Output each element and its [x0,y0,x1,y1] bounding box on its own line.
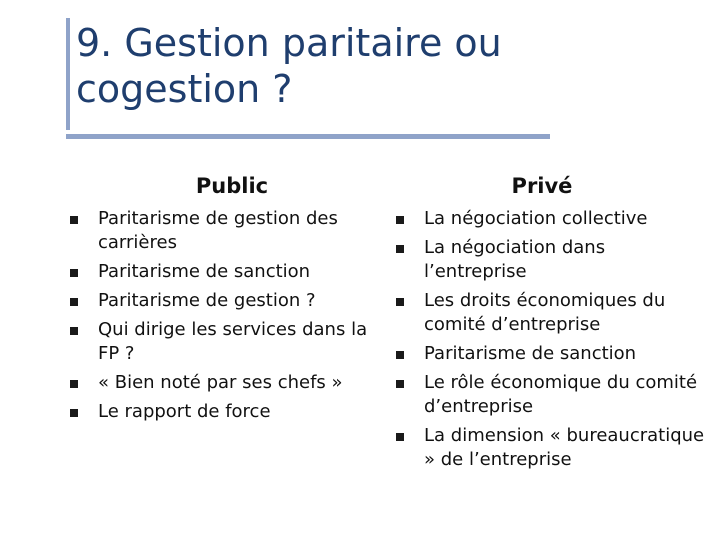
list-item-text: Paritarisme de sanction [98,261,311,282]
square-bullet-icon [396,380,404,388]
list-item [70,400,370,424]
list-item-text: Les droits économiques du comité d’entreprise [424,290,666,335]
list-item-text: Le rapport de force [98,401,271,422]
list-item-text: Le rôle économique du comité d’entreprise [424,372,698,417]
list-item [396,424,706,472]
square-bullet-icon [70,327,78,335]
square-bullet-icon [396,216,404,224]
list-item [70,207,370,255]
square-bullet-icon [396,351,404,359]
list-item [396,342,706,366]
list-item [70,260,370,284]
list-item-text: Paritarisme de gestion des carrières [98,208,338,253]
square-bullet-icon [70,216,78,224]
square-bullet-icon [70,380,78,388]
list-item [396,236,706,284]
square-bullet-icon [396,433,404,441]
square-bullet-icon [70,269,78,277]
title-accent-bar [66,18,70,130]
title-underline [66,134,550,139]
list-item-text: Paritarisme de gestion ? [98,290,316,311]
list-item-text: « Bien noté par ses chefs » [98,372,343,393]
public-bullet-list [70,207,370,429]
public-column-heading: Public [195,174,269,198]
list-item-text: La dimension « bureaucratique » de l’entreprise [424,425,705,470]
prive-column-heading: Privé [511,174,573,198]
square-bullet-icon [70,298,78,306]
list-item [70,318,370,366]
slide-title: 9. Gestion paritaire ou cogestion ? [76,21,502,111]
list-item-text: Paritarisme de sanction [424,343,637,364]
list-item-text: La négociation dans l’entreprise [424,237,606,282]
prive-bullet-list [396,207,706,477]
list-item-text: Qui dirige les services dans la FP ? [98,319,368,364]
list-item [396,289,706,337]
list-item [396,207,706,231]
list-item [70,289,370,313]
list-item [396,371,706,419]
square-bullet-icon [396,245,404,253]
square-bullet-icon [70,409,78,417]
square-bullet-icon [396,298,404,306]
list-item [70,371,370,395]
list-item-text: La négociation collective [424,208,648,229]
